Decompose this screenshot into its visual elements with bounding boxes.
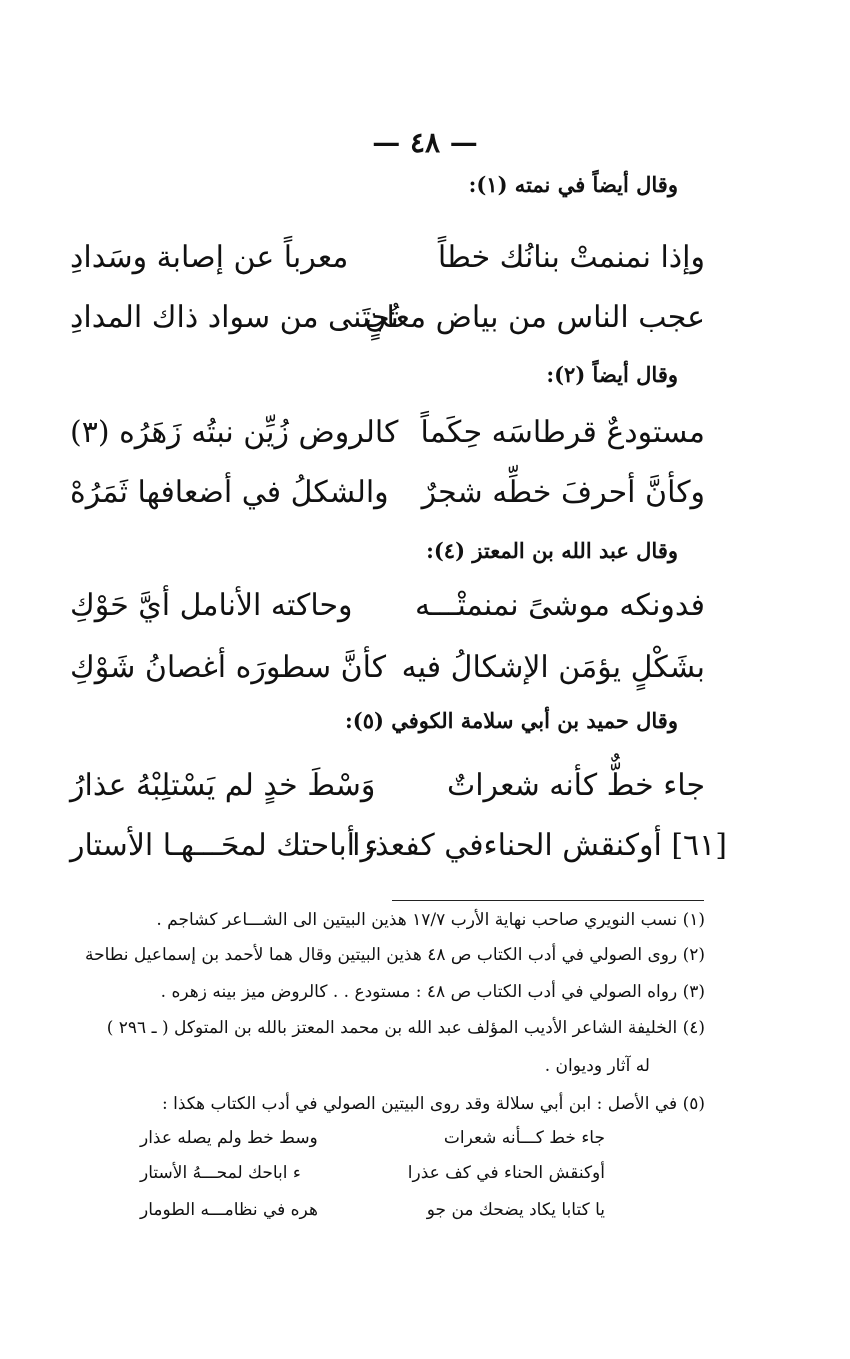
- verse-1-1-second-hemistich: معرباً عن إصابة وسَدادِ: [70, 240, 349, 275]
- verse-2-2: [60, 465, 705, 521]
- footnote-2: (٢) روى الصولي في أدب الكتاب ص ٤٨ هذين البيتين وقال هما لأحمد بن إسماعيل نطاحة: [85, 945, 705, 965]
- footnote-verse-1-first: جاء خط كـــأنه شعرات: [443, 1128, 605, 1148]
- section-1-intro: وقال أيضاً في نمته (١):: [468, 172, 678, 197]
- footnote-4: (٤) الخليفة الشاعر الأديب المؤلف عبد الله بن محمد المعتز بالله بن المتوكل ( ـ ٢٩٦ ): [106, 1018, 705, 1038]
- section-2-intro: وقال أيضاً (٢):: [546, 362, 678, 387]
- footnote-separator: [392, 900, 704, 901]
- verse-1-1-first-hemistich: وإذا نمنمتْ بنانُك خطاً: [437, 240, 705, 275]
- footnote-verse-1-second: وسط خط ولم يصله عذار: [140, 1128, 318, 1148]
- verse-4-1-second-hemistich: وَسْطَ خدٍ لم يَسْتلِبْهُ عذارُ: [70, 768, 376, 803]
- footnote-verse-2-first: أوكنقش الحناء في كف عذرا: [407, 1163, 605, 1183]
- verse-3-1: [60, 578, 705, 634]
- verse-1-1: [60, 230, 705, 286]
- verse-3-1-second-hemistich: وحاكته الأنامل أيَّ حَوْكِ: [70, 588, 353, 623]
- verse-3-2: [60, 640, 705, 696]
- verse-3-2-first-hemistich: بشَكْلٍ يؤمَن الإشكالُ فيه: [401, 650, 705, 685]
- footnote-1: (١) نسب النويري صاحب نهاية الأرب ١٧/٧ هذين البيتين الى الشـــاعر كشاجم .: [156, 910, 705, 930]
- section-4-intro: وقال حميد بن أبي سلامة الكوفي (٥):: [345, 708, 678, 733]
- verse-1-2-second-hemistich: تُجتَنى من سواد ذاك المدادِ: [70, 300, 399, 335]
- verse-2-2-first-hemistich: وكأنَّ أحرفَ خطِّه شجرٌ: [421, 475, 705, 510]
- verse-2-1-second-hemistich: كالروض زُيِّن نبتُه زَهَرُه (٣): [70, 415, 399, 450]
- page-number: — ٤٨ —: [372, 126, 478, 159]
- section-3-intro: وقال عبد الله بن المعتز (٤):: [426, 538, 678, 563]
- verse-4-1-first-hemistich: جاء خطٌّ كأنه شعراتٌ: [446, 768, 705, 803]
- verse-4-2: [60, 818, 727, 874]
- verse-4-1: [60, 758, 705, 814]
- verse-4-2-first-hemistich: [٦١] أوكنقش الحناءفي كفعذرا: [352, 828, 727, 863]
- verse-3-1-first-hemistich: فدونكه موشىً نمنمتْـــه: [415, 588, 705, 623]
- footnote-verse-2-second: ء اباحك لمحـــهُ الأستار: [140, 1163, 301, 1183]
- footnote-4-continuation: له آثار وديوان .: [544, 1056, 650, 1076]
- verse-1-2: [60, 290, 705, 346]
- footnote-verse-3-second: هره في نظامـــه الطومار: [140, 1200, 318, 1220]
- footnote-5: (٥) في الأصل : ابن أبي سلالة وقد روى البيتين الصولي في أدب الكتاب هكذا :: [162, 1094, 705, 1114]
- footnote-3: (٣) رواه الصولي في أدب الكتاب ص ٤٨ : مستودع . . كالروض ميز بينه زهره .: [160, 982, 705, 1002]
- footnote-verse-3-first: يا كتابا يكاد يضحك من جو: [426, 1200, 605, 1220]
- verse-4-2-second-hemistich: ء أباحتك لمحَـــهـا الأستار: [70, 828, 379, 863]
- verse-2-1-first-hemistich: مستودعٌ قرطاسَه حِكَماً: [420, 415, 705, 450]
- verse-3-2-second-hemistich: كأنَّ سطورَه أغصانُ شَوْكِ: [70, 650, 387, 685]
- verse-2-2-second-hemistich: والشكلُ في أضعافها ثَمَرُهْ: [70, 475, 389, 510]
- verse-2-1: [60, 405, 705, 461]
- verse-1-2-first-hemistich: عجب الناس من بياض معانٍ: [364, 300, 705, 335]
